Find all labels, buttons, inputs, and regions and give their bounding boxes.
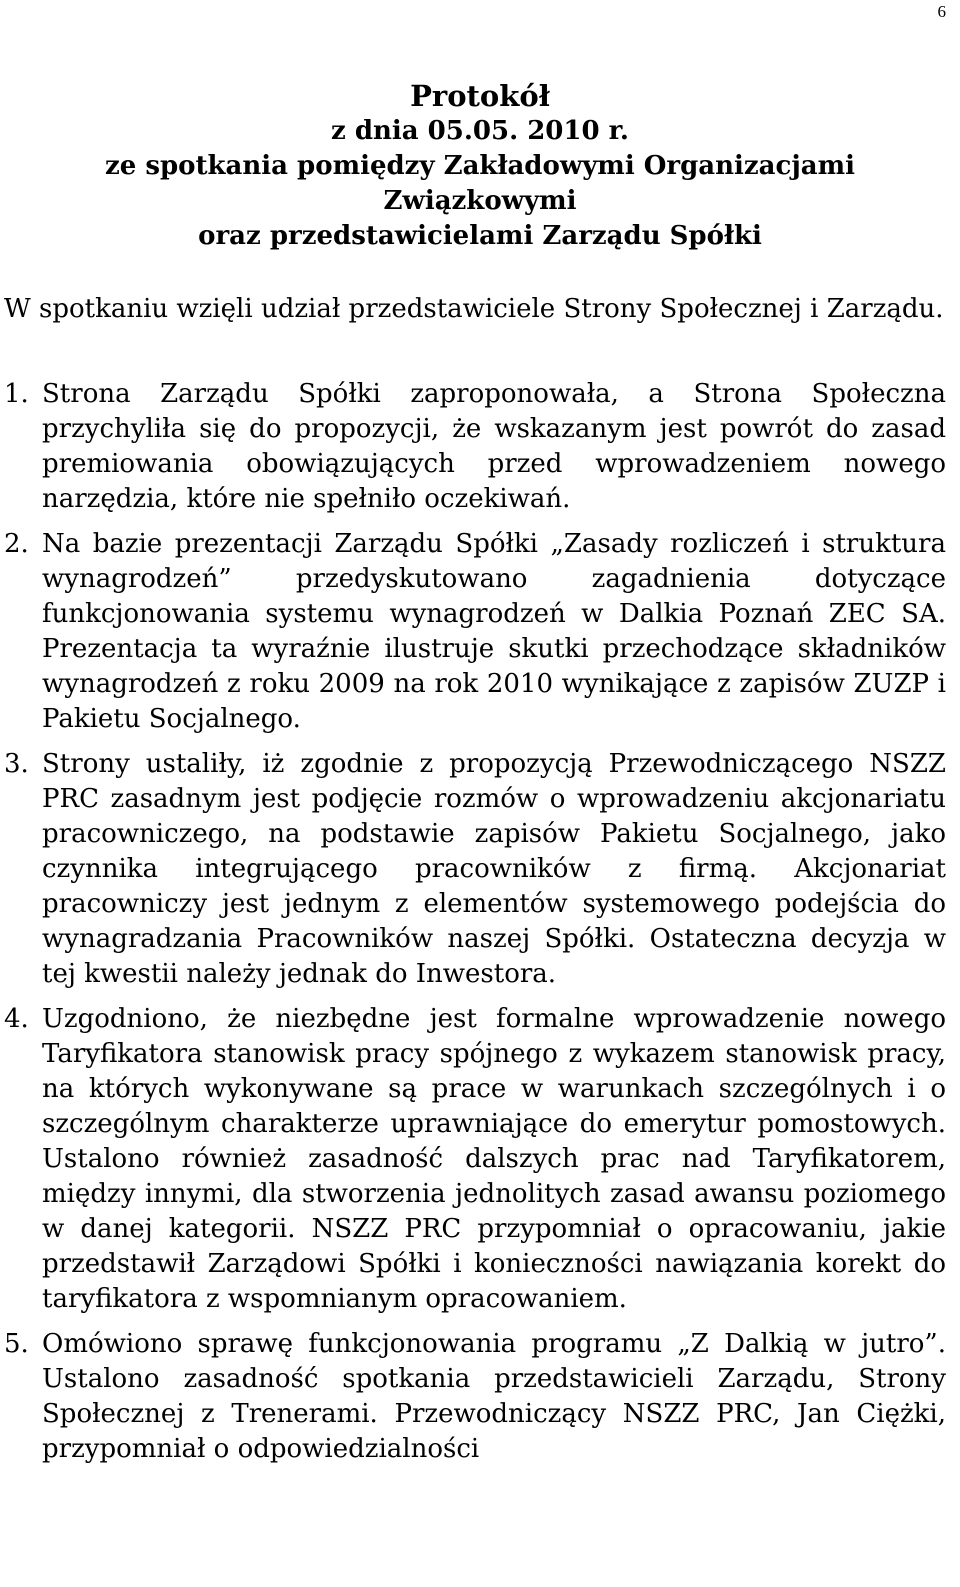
- list-item-text: Strony ustaliły, iż zgodnie z propozycją Przewodniczącego NSZZ PRC zasadnym jest podjęcie rozmów o wprowadzeniu akcjonariatu pracowniczego, na podstawie zapisów Pakietu Socjalnego, jako czynnika integrującego pracowników z firmą. Akcjonariat pracowniczy jest jednym z elementów systemowego podejścia do wynagradzania Pracowników naszej Spółki. Ostateczna decyzja w tej kwestii należy jednak do Inwestora.: [42, 749, 946, 989]
- document-date: z dnia 05.05. 2010 r.: [331, 116, 629, 146]
- list-item-number: 2.: [4, 529, 29, 559]
- list-item-number: 1.: [4, 379, 29, 409]
- document-header: [0, 78, 960, 254]
- list-item: [4, 1002, 946, 1317]
- list-item-number: 5.: [4, 1329, 29, 1359]
- list-item: [4, 527, 946, 737]
- list-item-text: Uzgodniono, że niezbędne jest formalne wprowadzenie nowego Taryfikatora stanowisk pracy spójnego z wykazem stanowisk pracy, na których wykonywane są prace w warunkach szczególnych i o szczególnym charakterze uprawniające do emerytur pomostowych. Ustalono również zasadność dalszych prac nad Taryfikatorem, między innymi, dla stworzenia jednolitych zasad awansu poziomego w danej kategorii. NSZZ PRC przypomniał o opracowaniu, jakie przedstawił Zarządowi Spółki i konieczności nawiązania korekt do taryfikatora z wspomnianym opracowaniem.: [42, 1004, 946, 1314]
- agenda-list: [4, 377, 946, 1477]
- document-subtitle-line-2: Związkowymi: [383, 186, 577, 216]
- list-item-number: 4.: [4, 1004, 29, 1034]
- list-item-number: 3.: [4, 749, 29, 779]
- page-number: 6: [937, 2, 946, 21]
- list-item: [4, 1327, 946, 1467]
- document-subtitle-line-1: ze spotkania pomiędzy Zakładowymi Organizacjami: [104, 151, 855, 181]
- document-subtitle-line-3: oraz przedstawicielami Zarządu Spółki: [198, 221, 762, 251]
- intro-paragraph: W spotkaniu wzięli udział przedstawiciele Strony Społecznej i Zarządu.: [4, 294, 944, 324]
- list-item: [4, 747, 946, 992]
- list-item: [4, 377, 946, 517]
- list-item-text: Strona Zarządu Spółki zaproponowała, a Strona Społeczna przychyliła się do propozycji, że wskazanym jest powrót do zasad premiowania obowiązujących przed wprowadzeniem nowego narzędzia, które nie spełniło oczekiwań.: [42, 379, 946, 514]
- list-item-text: Na bazie prezentacji Zarządu Spółki „Zasady rozliczeń i struktura wynagrodzeń” przedyskutowano zagadnienia dotyczące funkcjonowania systemu wynagrodzeń w Dalkia Poznań ZEC SA. Prezentacja ta wyraźnie ilustruje skutki przechodzące składników wynagrodzeń z roku 2009 na rok 2010 wynikające z zapisów ZUZP i Pakietu Socjalnego.: [42, 529, 946, 734]
- list-item-text: Omówiono sprawę funkcjonowania programu „Z Dalkią w jutro”. Ustalono zasadność spotkania przedstawicieli Zarządu, Strony Społecznej z Trenerami. Przewodniczący NSZZ PRC, Jan Ciężki, przypomniał o odpowiedzialności: [42, 1329, 946, 1464]
- document-title: Protokół: [410, 79, 550, 113]
